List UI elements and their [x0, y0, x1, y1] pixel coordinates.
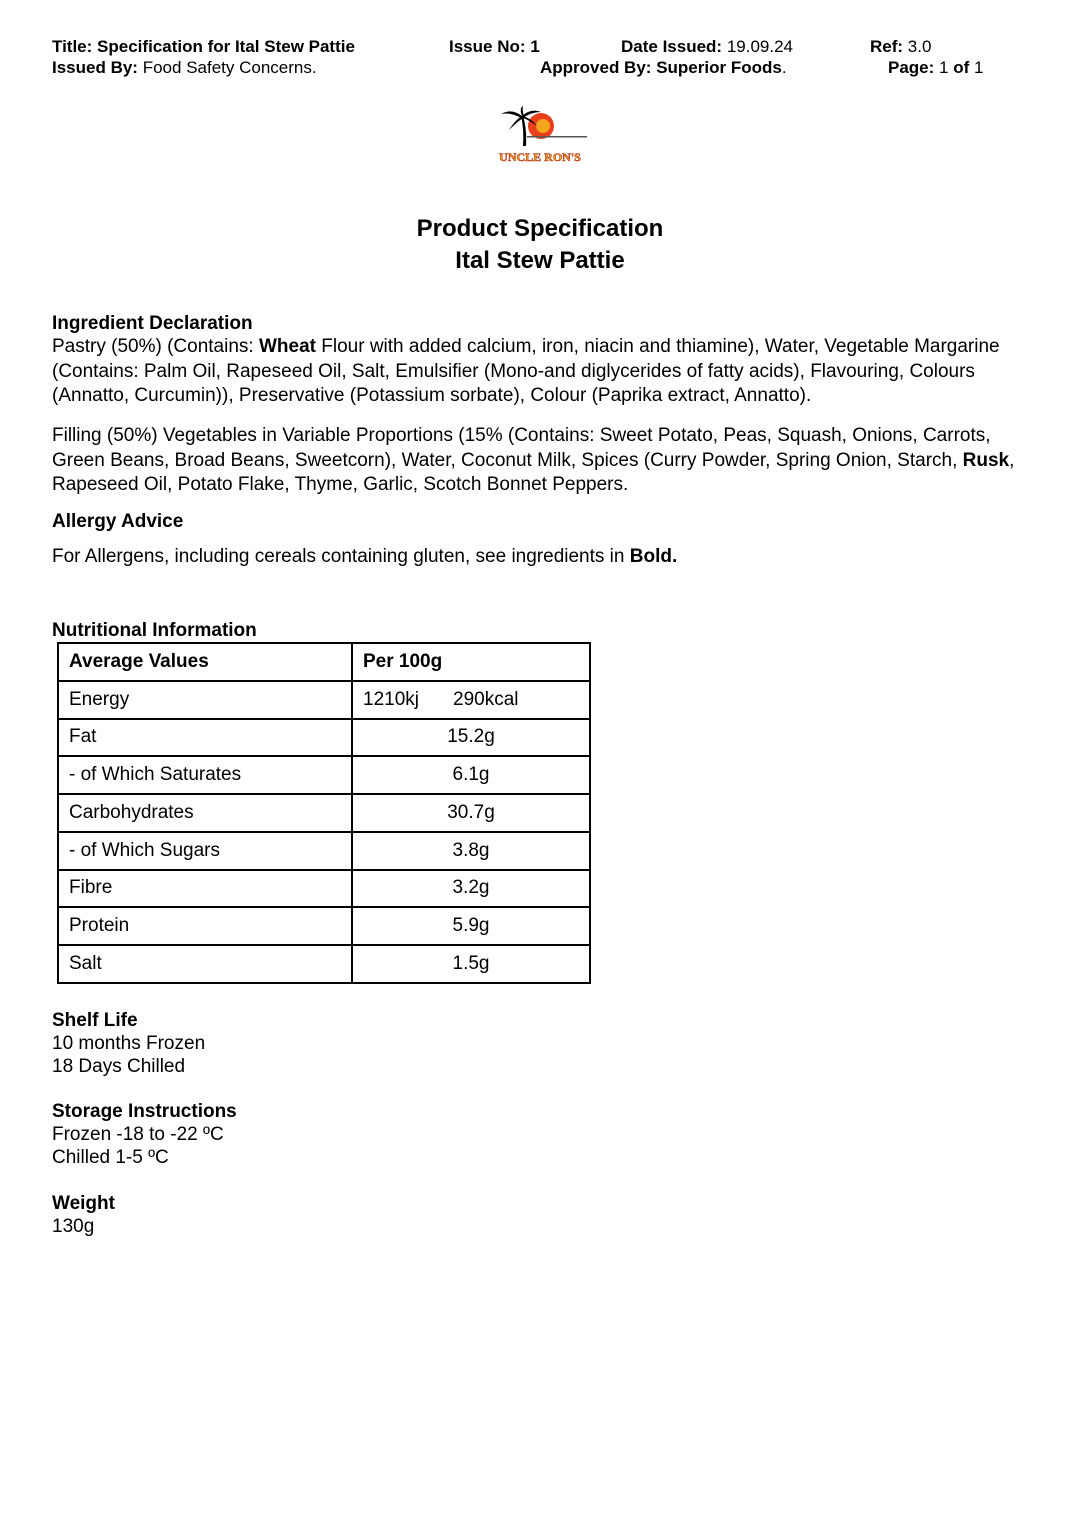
approved-suffix: .: [781, 58, 787, 77]
product-name: Ital Stew Pattie: [455, 247, 625, 274]
table-row: [58, 681, 590, 719]
document-title: Product Specification: [416, 215, 664, 242]
title-value: Specification for Ital Stew Pattie: [97, 37, 355, 56]
allergen-rusk: Rusk: [962, 449, 1010, 471]
nutrient-value: 15.2g: [352, 719, 590, 757]
pastry-text-1: Pastry (50%) (Contains:: [52, 336, 259, 357]
approved-label: Approved By:: [540, 58, 652, 77]
filling-ingredients: [52, 424, 1042, 498]
col-per-100g: Per 100g: [352, 643, 590, 681]
header-issue: [449, 36, 540, 57]
issued-by-label: Issued By:: [52, 58, 138, 77]
filling-text-1: Filling (50%) Vegetables in Variable Proportions (15% (Contains: Sweet Potato, Peas, Squash, Onions, Carrots, Green Beans, Broad Beans, Sweetcorn), Water, Coconut Milk, Spices (Curry Powder, Spring Onion, Starch,: [52, 425, 991, 471]
filling-text-2: , Rapeseed Oil, Potato Flake, Thyme, Garlic, Scotch Bonnet Peppers.: [52, 449, 1015, 495]
header-approved-by: [540, 57, 787, 78]
energy-kj: 1210kj: [363, 688, 419, 710]
nutrition-header-row: [58, 643, 590, 681]
approved-value: Superior Foods: [656, 58, 782, 77]
nutrient-value: 3.2g: [352, 870, 590, 908]
header-page: [888, 57, 983, 78]
table-row: [58, 794, 590, 832]
storage-chilled: Chilled 1-5 ºC: [52, 1147, 169, 1168]
storage-frozen: Frozen -18 to -22 ºC: [52, 1124, 224, 1145]
allergy-text-main: For Allergens, including cereals containing gluten, see ingredients in: [52, 546, 630, 567]
table-row: [58, 719, 590, 757]
nutrient-label: Salt: [58, 945, 352, 983]
page-num: 1: [939, 58, 949, 77]
table-row: [58, 870, 590, 908]
nutrient-value: 3.8g: [352, 832, 590, 870]
table-row: [58, 945, 590, 983]
issue-value: 1: [530, 37, 540, 56]
page-label: Page:: [888, 58, 935, 77]
issued-by-value: Food Safety Concerns.: [142, 58, 317, 77]
page-total: 1: [974, 58, 984, 77]
nutrition-table: [57, 642, 591, 984]
shelf-life-heading: Shelf Life: [52, 1010, 138, 1031]
header-title: [52, 36, 355, 57]
table-row: [58, 907, 590, 945]
ref-label: Ref:: [870, 37, 904, 56]
nutrient-value: 1.5g: [352, 945, 590, 983]
nutrient-label: Fat: [58, 719, 352, 757]
nutrient-value: 5.9g: [352, 907, 590, 945]
nutrient-label: - of Which Sugars: [58, 832, 352, 870]
page-of: of: [953, 58, 970, 77]
pastry-text-2: Flour with added calcium, iron, niacin and thiamine), Water, Vegetable Margarine (Contains: Palm Oil, Rapeseed Oil, Salt, Emulsifier (Mono-and diglycerides of fatty acids), Flavouring, Colours (Annatto, Curcumin)), Preservative (Potassium sorbate), Colour (Paprika extract, Annatto).: [52, 336, 1000, 406]
ref-value: 3.0: [907, 37, 932, 56]
nutrition-heading: Nutritional Information: [52, 620, 257, 641]
energy-value: [352, 681, 590, 719]
allergy-text: [52, 545, 677, 568]
weight-value: 130g: [52, 1216, 95, 1237]
weight-heading: Weight: [52, 1193, 115, 1214]
nutrient-label: - of Which Saturates: [58, 756, 352, 794]
date-label: Date Issued:: [621, 37, 723, 56]
shelf-life-chilled: 18 Days Chilled: [52, 1056, 186, 1077]
col-average-values: Average Values: [58, 643, 352, 681]
allergy-text-bold: Bold.: [629, 546, 678, 567]
nutrient-label: Energy: [58, 681, 352, 719]
uncle-rons-logo: [493, 106, 587, 172]
nutrient-label: Carbohydrates: [58, 794, 352, 832]
nutrient-label: Fibre: [58, 870, 352, 908]
nutrient-value: 6.1g: [352, 756, 590, 794]
date-value: 19.09.24: [726, 37, 794, 56]
energy-kcal: 290kcal: [453, 688, 519, 710]
issue-label: Issue No:: [449, 37, 526, 56]
table-row: [58, 832, 590, 870]
shelf-life-frozen: 10 months Frozen: [52, 1033, 206, 1054]
table-row: [58, 756, 590, 794]
pastry-ingredients: [52, 335, 1042, 409]
storage-heading: Storage Instructions: [52, 1101, 237, 1122]
ingredient-heading: Ingredient Declaration: [52, 313, 253, 334]
allergy-heading: Allergy Advice: [52, 511, 184, 532]
header-date: [621, 36, 793, 57]
nutrient-label: Protein: [58, 907, 352, 945]
header-issued-by: [52, 57, 317, 78]
title-label: Title:: [52, 37, 93, 56]
logo-sun-inner: [536, 119, 550, 133]
logo-text: UNCLE RON'S: [499, 150, 581, 164]
header-ref: [870, 36, 931, 57]
allergen-wheat: Wheat: [258, 336, 316, 357]
nutrient-value: 30.7g: [352, 794, 590, 832]
